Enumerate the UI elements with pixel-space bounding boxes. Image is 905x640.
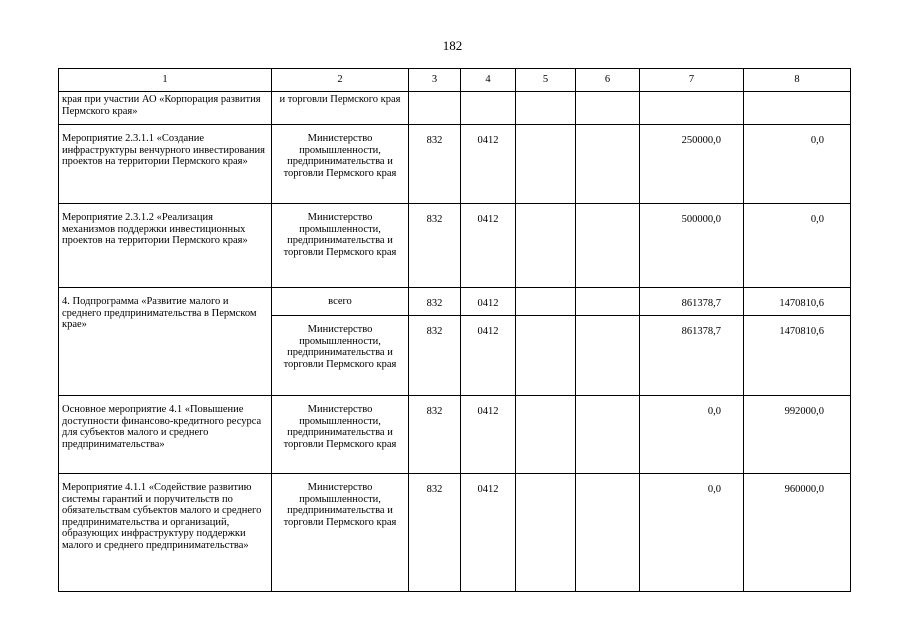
code-cell xyxy=(576,92,640,125)
amount-cell: 861378,7 xyxy=(640,316,744,396)
code-cell xyxy=(409,92,461,125)
code-cell: 0412 xyxy=(461,396,516,474)
table-row xyxy=(59,125,851,204)
amount-cell: 250000,0 xyxy=(640,125,744,204)
code-cell: 832 xyxy=(409,125,461,204)
code-cell: 832 xyxy=(409,396,461,474)
amount-cell: 861378,7 xyxy=(640,288,744,316)
program-name-cell: Мероприятие 2.3.1.2 «Реализация механизмов поддержки инвестиционных проектов на территории Пермского края» xyxy=(59,204,272,288)
code-cell: 0412 xyxy=(461,288,516,316)
executor-cell: Министерство промышленности, предпринимательства и торговли Пермского края xyxy=(272,474,409,592)
amount-cell xyxy=(640,92,744,125)
code-cell: 832 xyxy=(409,316,461,396)
code-cell: 832 xyxy=(409,474,461,592)
code-cell xyxy=(461,92,516,125)
header-cell: 7 xyxy=(640,69,744,92)
header-cell: 8 xyxy=(744,69,851,92)
executor-cell: Министерство промышленности, предпринимательства и торговли Пермского края xyxy=(272,125,409,204)
code-cell xyxy=(516,474,576,592)
code-cell xyxy=(516,288,576,316)
header-cell: 1 xyxy=(59,69,272,92)
program-name-cell: края при участии АО «Корпорация развития Пермского края» xyxy=(59,92,272,125)
program-name-cell: 4. Подпрограмма «Развитие малого и среднего предпринимательства в Пермском крае» xyxy=(59,288,272,396)
amount-cell: 0,0 xyxy=(744,204,851,288)
code-cell: 832 xyxy=(409,288,461,316)
header-cell: 5 xyxy=(516,69,576,92)
executor-cell: Министерство промышленности, предпринимательства и торговли Пермского края xyxy=(272,316,409,396)
header-cell: 2 xyxy=(272,69,409,92)
code-cell xyxy=(516,125,576,204)
code-cell: 0412 xyxy=(461,474,516,592)
table-row xyxy=(59,204,851,288)
table-row xyxy=(59,92,851,125)
header-cell: 3 xyxy=(409,69,461,92)
header-cell: 4 xyxy=(461,69,516,92)
budget-table xyxy=(58,68,851,592)
code-cell xyxy=(576,288,640,316)
amount-cell: 0,0 xyxy=(744,125,851,204)
code-cell xyxy=(576,316,640,396)
code-cell xyxy=(576,204,640,288)
amount-cell: 960000,0 xyxy=(744,474,851,592)
amount-cell: 500000,0 xyxy=(640,204,744,288)
page-number: 182 xyxy=(442,38,463,53)
code-cell: 0412 xyxy=(461,316,516,396)
code-cell xyxy=(516,396,576,474)
executor-cell: всего xyxy=(272,288,409,316)
program-name-cell: Мероприятие 4.1.1 «Содействие развитию системы гарантий и поручительств по обязательствам субъектов малого и среднего предпринимательства и организаций, образующих инфраструктуру поддержки малого и среднего предпринимательства» xyxy=(59,474,272,592)
amount-cell: 992000,0 xyxy=(744,396,851,474)
amount-cell: 1470810,6 xyxy=(744,316,851,396)
header-cell: 6 xyxy=(576,69,640,92)
amount-cell: 0,0 xyxy=(640,474,744,592)
amount-cell xyxy=(744,92,851,125)
executor-cell: Министерство промышленности, предпринимательства и торговли Пермского края xyxy=(272,396,409,474)
code-cell xyxy=(516,92,576,125)
executor-cell: и торговли Пермского края xyxy=(272,92,409,125)
code-cell xyxy=(516,316,576,396)
executor-cell: Министерство промышленности, предпринимательства и торговли Пермского края xyxy=(272,204,409,288)
code-cell: 0412 xyxy=(461,204,516,288)
code-cell: 0412 xyxy=(461,125,516,204)
table-header-row xyxy=(59,69,851,92)
table-row xyxy=(59,396,851,474)
code-cell xyxy=(516,204,576,288)
amount-cell: 1470810,6 xyxy=(744,288,851,316)
program-name-cell: Мероприятие 2.3.1.1 «Создание инфраструктуры венчурного инвестирования проектов на территории Пермского края» xyxy=(59,125,272,204)
amount-cell: 0,0 xyxy=(640,396,744,474)
table-row xyxy=(59,474,851,592)
code-cell xyxy=(576,474,640,592)
program-name-cell: Основное мероприятие 4.1 «Повышение доступности финансово-кредитного ресурса для субъектов малого и среднего предпринимательства» xyxy=(59,396,272,474)
code-cell: 832 xyxy=(409,204,461,288)
code-cell xyxy=(576,396,640,474)
table-row xyxy=(59,288,851,316)
code-cell xyxy=(576,125,640,204)
